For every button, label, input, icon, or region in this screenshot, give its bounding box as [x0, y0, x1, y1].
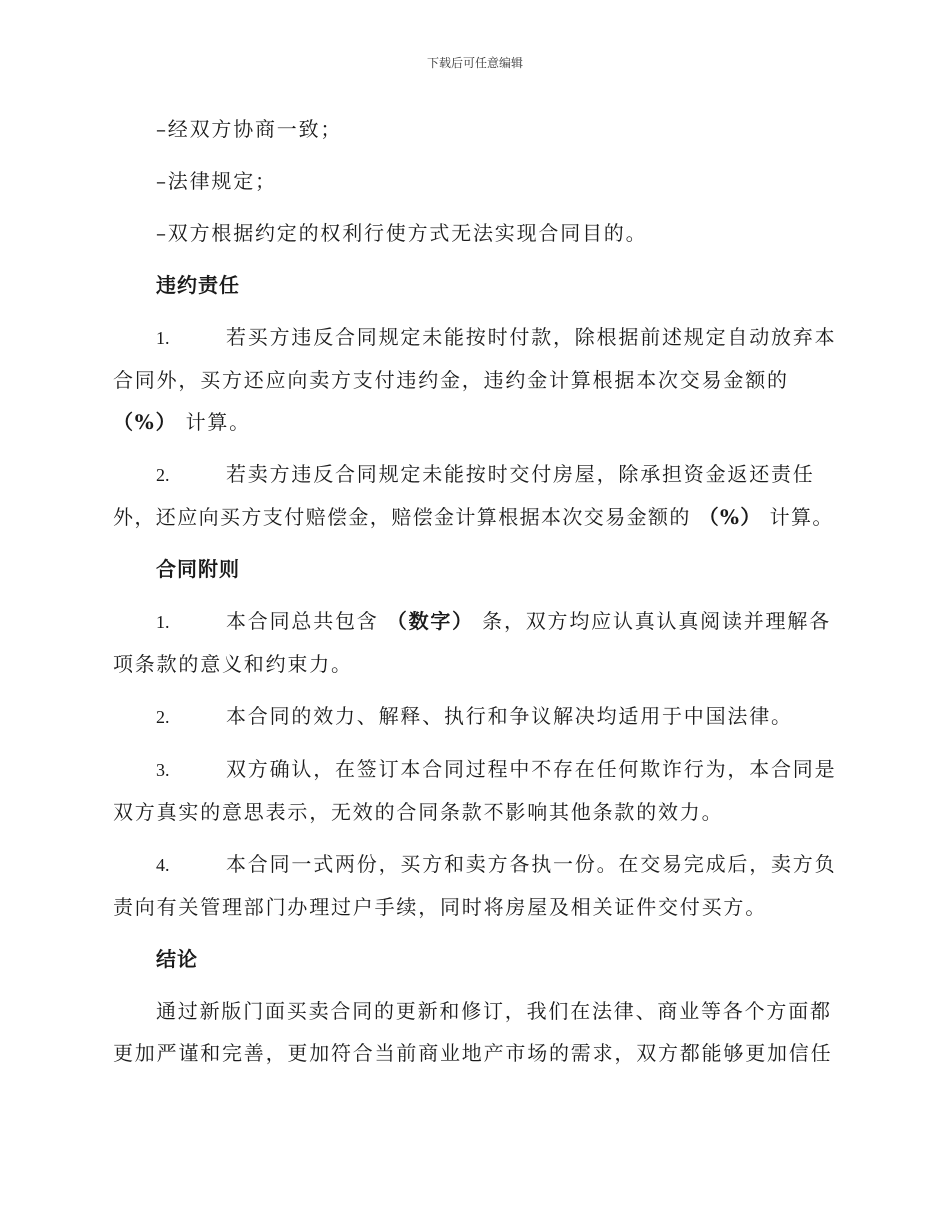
clause-text: 双方真实的意思表示，无效的合同条款不影响其他条款的效力。: [113, 800, 724, 824]
clause-text: 外，还应向买方支付赔偿金，赔偿金计算根据本次交易金额的: [113, 505, 691, 529]
clause-text: 本合同的效力、解释、执行和争议解决均适用于中国法律。: [226, 704, 793, 728]
clause-number: 2.: [156, 465, 170, 485]
clause-text: 项条款的意义和约束力。: [113, 652, 353, 676]
list-item: –双方根据约定的权利行使方式无法实现合同目的。: [156, 221, 648, 245]
clause-text: 计算。: [185, 410, 251, 434]
annex-clause-4: [113, 843, 838, 928]
clause-text: 合同外，买方还应向卖方支付违约金，违约金计算根据本次交易金额的: [113, 368, 789, 392]
annex-clause-2: [113, 695, 838, 738]
annex-clause-1: [113, 600, 838, 685]
breach-clause-1: [113, 316, 838, 443]
clause-text: 本合同一式两份，买方和卖方各执一份。在交易完成后，卖方负: [226, 852, 837, 876]
clause-text: 若卖方违反合同规定未能按时交付房屋，除承担资金返还责任: [226, 462, 815, 486]
clause-text: 本合同总共包含: [226, 609, 379, 633]
clause-text: 若买方违反合同规定未能按时付款，除根据前述规定自动放弃本: [226, 325, 837, 349]
paragraph-text: 更加严谨和完善，更加符合当前商业地产市场的需求，双方都能够更加信任: [113, 1041, 833, 1065]
clause-number: 1.: [156, 612, 170, 632]
section-heading-breach: 违约责任: [156, 273, 240, 297]
clause-number: 1.: [156, 328, 170, 348]
clause-text: 计算。: [769, 505, 834, 529]
page-header: 下载后可任意编辑: [426, 56, 523, 70]
percent-placeholder: （%）: [698, 505, 762, 529]
clause-number: 4.: [156, 855, 170, 875]
list-item: –法律规定；: [156, 169, 277, 193]
percent-placeholder: （%）: [113, 410, 178, 434]
clause-text: 责向有关管理部门办理过户手续，同时将房屋及相关证件交付买方。: [113, 895, 767, 919]
clause-text: 条，双方均应认真认真阅读并理解各: [482, 609, 831, 633]
annex-clause-3: [113, 748, 838, 833]
list-item: –经双方协商一致；: [156, 117, 343, 141]
clause-text: 双方确认，在签订本合同过程中不存在任何欺诈行为，本合同是: [226, 757, 837, 781]
clause-number: 2.: [156, 707, 170, 727]
document-body: [113, 108, 838, 1084]
breach-clause-2: [113, 453, 838, 538]
clause-number: 3.: [156, 760, 170, 780]
conclusion-paragraph: [113, 990, 838, 1074]
section-heading-annex: 合同附则: [156, 557, 240, 581]
paragraph-text: 通过新版门面买卖合同的更新和修订，我们在法律、商业等各个方面都: [156, 999, 832, 1023]
number-placeholder: （数字）: [386, 609, 474, 633]
section-heading-conclusion: 结论: [156, 947, 198, 971]
